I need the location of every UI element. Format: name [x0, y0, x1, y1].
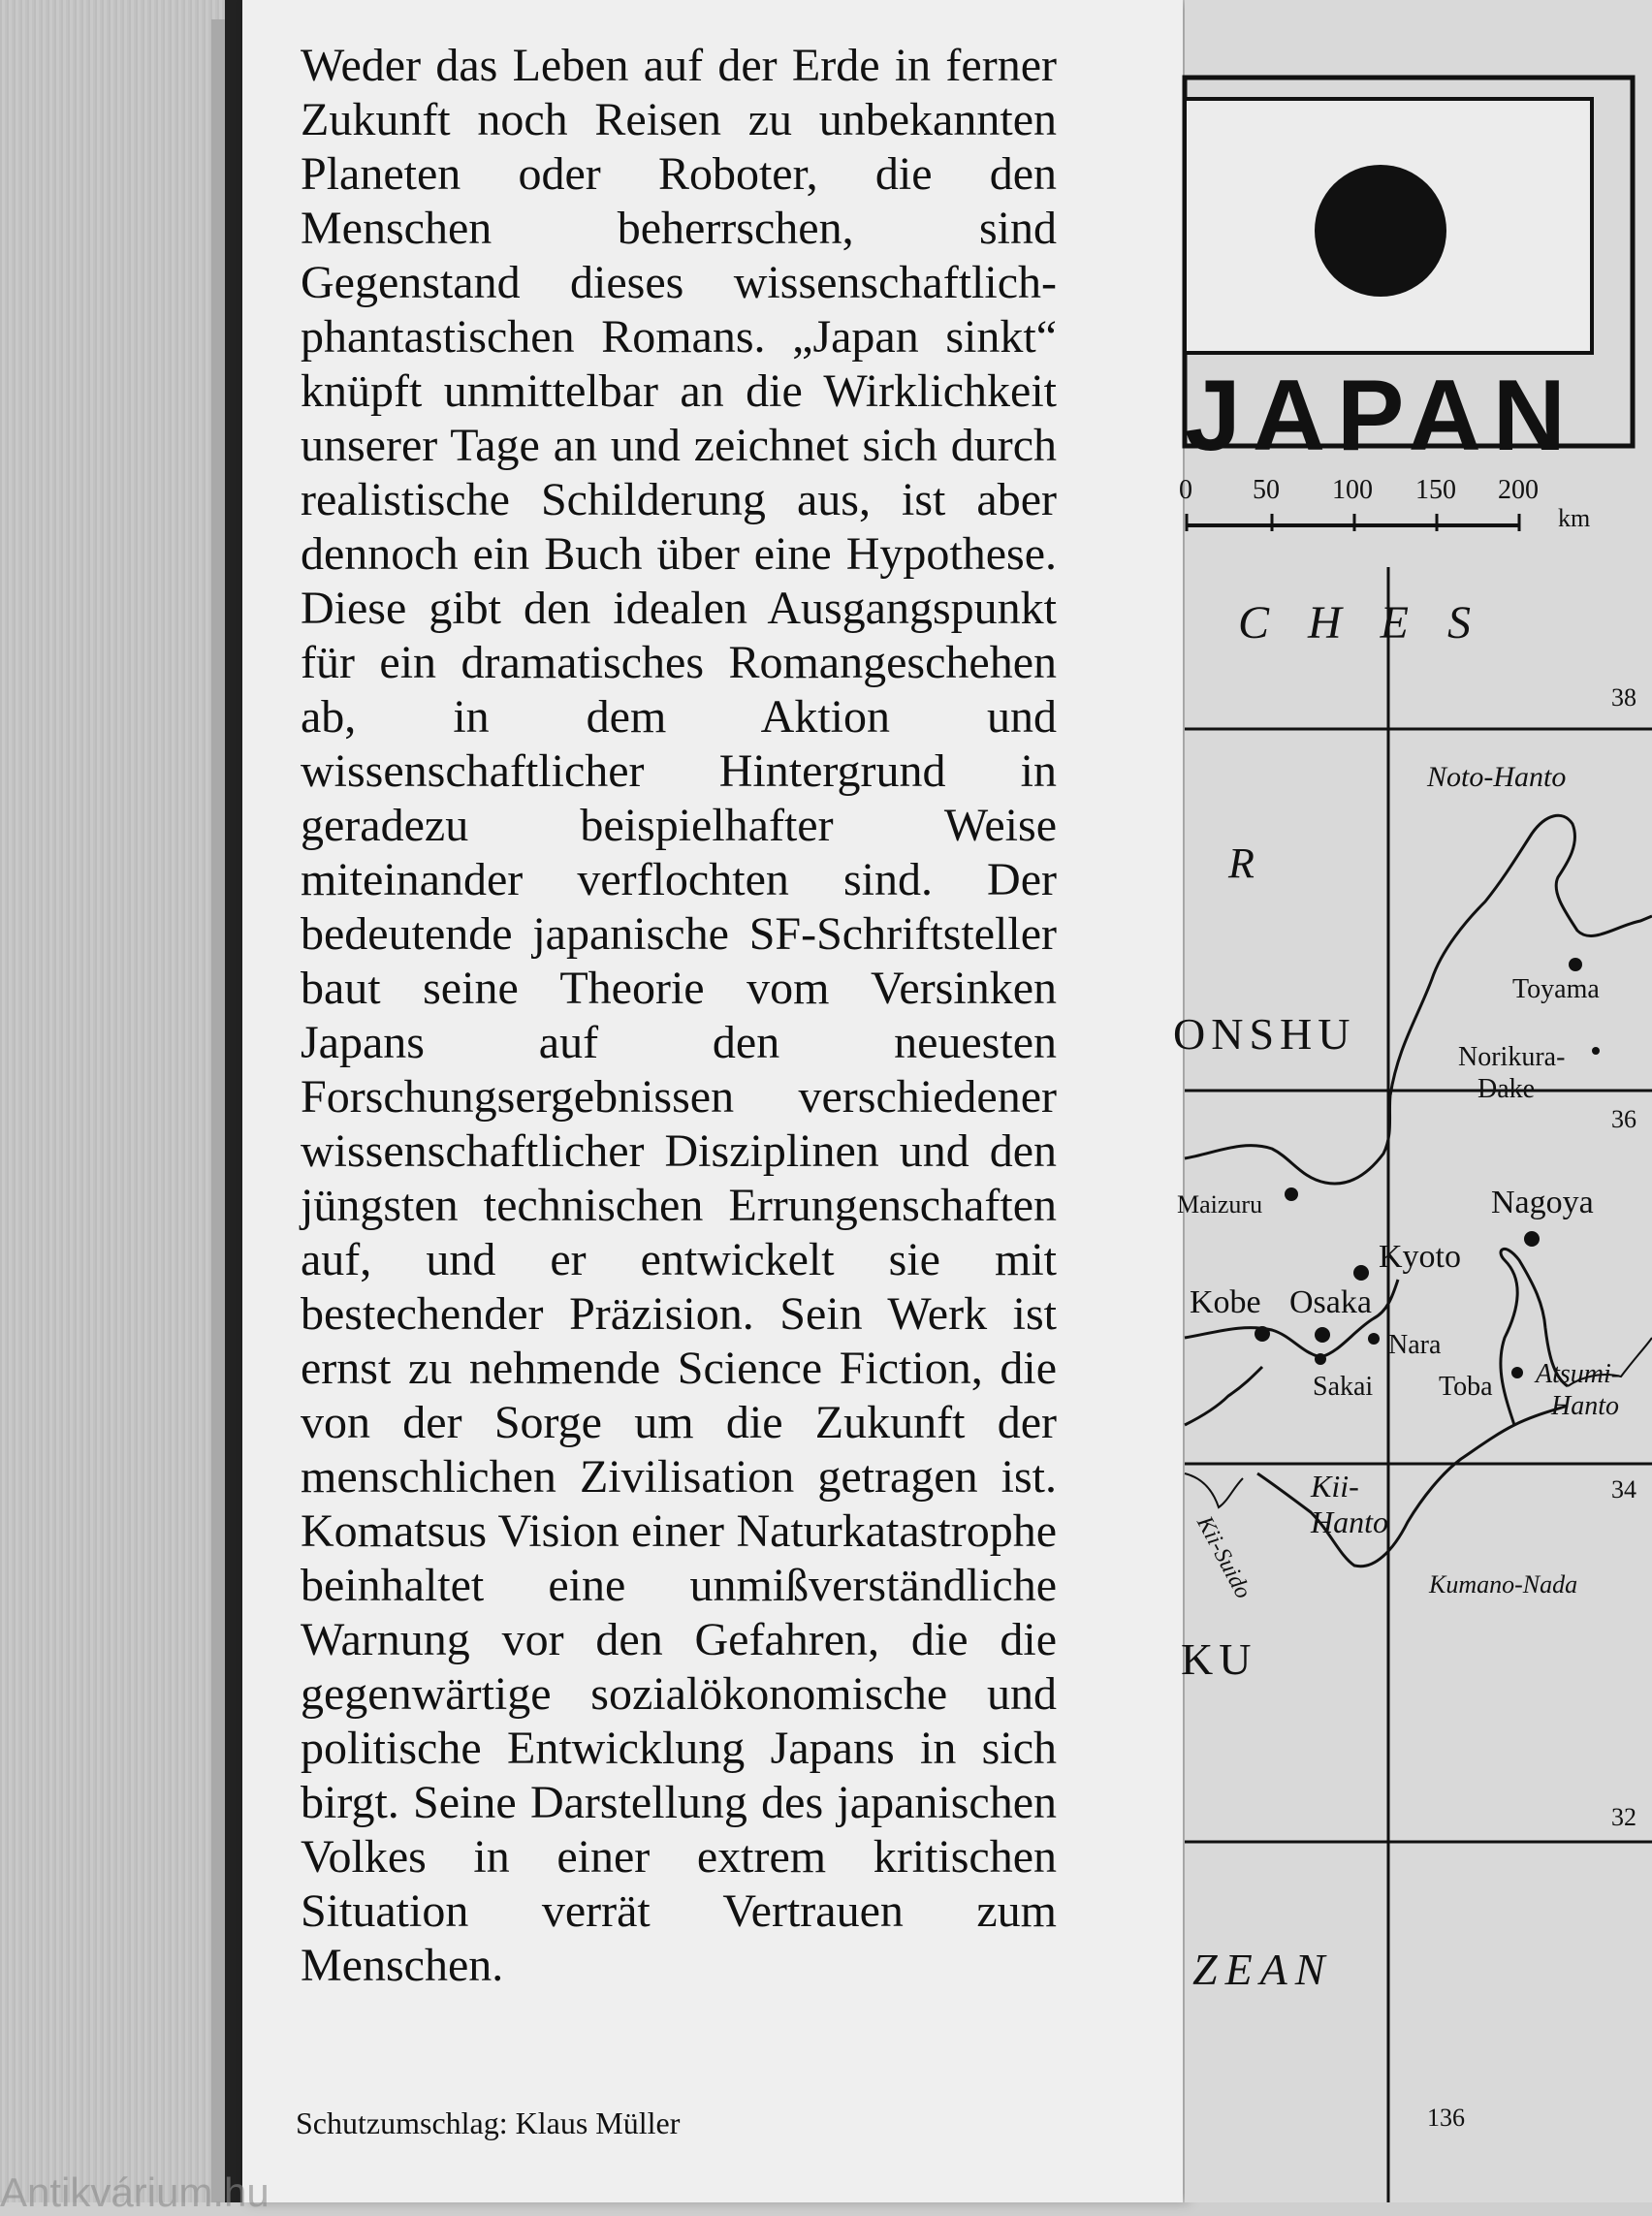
region-label-honshu: ONSHU [1173, 1009, 1356, 1059]
city-dot-kobe [1255, 1326, 1270, 1342]
city-dot-kyoto [1353, 1265, 1369, 1281]
place-toba: Toba [1439, 1372, 1493, 1402]
place-kii-suido: Kii-Suido [1191, 1512, 1256, 1603]
map-title: JAPAN [1185, 360, 1577, 472]
place-atsumi: Atsumi- [1536, 1359, 1621, 1389]
city-dot-sakai [1315, 1353, 1326, 1365]
place-atsumi-hanto: Hanto [1551, 1391, 1619, 1421]
scale-unit: km [1558, 504, 1591, 532]
place-noto-hanto: Noto-Hanto [1427, 761, 1567, 793]
place-osaka: Osaka [1289, 1284, 1372, 1320]
cover-credit: Schutzumschlag: Klaus Müller [296, 2105, 681, 2140]
latitude-34: 34 [1611, 1475, 1636, 1504]
city-dot-toyama [1569, 958, 1582, 971]
city-dot-toba [1511, 1367, 1523, 1378]
place-norikura: Norikura- [1458, 1042, 1566, 1072]
city-dot-nagoya [1524, 1231, 1540, 1247]
longitude-136: 136 [1427, 2104, 1465, 2132]
place-maizuru: Maizuru [1177, 1190, 1263, 1219]
scale-tick: 0 [1179, 475, 1192, 505]
place-dake: Dake [1477, 1074, 1536, 1104]
scale-tick: 200 [1498, 475, 1539, 505]
place-nara: Nara [1388, 1330, 1442, 1360]
sea-label-zean: ZEAN [1192, 1945, 1333, 1994]
sea-label-r: R [1228, 839, 1255, 887]
map-graphics [1185, 0, 1652, 2202]
city-dot-nara [1368, 1333, 1380, 1345]
city-dot-osaka [1315, 1327, 1330, 1343]
place-kobe: Kobe [1190, 1284, 1261, 1320]
city-dot-norikura [1592, 1047, 1600, 1055]
linen-background [0, 0, 242, 2202]
coastline-west [1185, 1095, 1390, 1184]
place-kii: Kii- [1311, 1469, 1359, 1504]
place-kumano-nada: Kumano-Nada [1429, 1570, 1578, 1599]
coastline-kii [1257, 1406, 1568, 1567]
place-nagoya: Nagoya [1491, 1185, 1594, 1220]
latitude-38: 38 [1611, 683, 1636, 712]
place-kyoto: Kyoto [1379, 1239, 1461, 1275]
book-spine [225, 0, 244, 2202]
scale-tick: 50 [1253, 475, 1280, 505]
flag-sun-disc [1315, 165, 1446, 297]
place-toyama: Toyama [1512, 974, 1600, 1004]
blurb-text: Weder das Leben auf der Erde in ferner Zukunft noch Reisen zu unbekannten Planeten oder Roboter, die den Menschen beherrschen, sind Gegenstand dieses wissenschaftlich-phantastischen Romans. „Japan sinkt“ knüpft unmittelbar an die Wirklichkeit unserer Tage an und zeichnet sich durch realistische Schilderung aus, ist aber dennoch ein Buch über eine Hypothese. Diese gibt den idealen Ausgangspunkt für ein dramatisches Romangeschehen ab, in dem Aktion und wissenschaftlicher Hintergrund in geradezu beispielhafter Weise miteinander verflochten sind. Der bedeutende japanische SF-Schriftsteller baut seine Theorie vom Versinken Japans auf den neuesten Forschungsergebnissen verschiedener wissenschaftlicher Disziplinen und den jüngsten technischen Errungenschaften auf, und er entwickelt sie mit bestechender Präzision. Sein Werk ist ernst zu nehmende Science Fiction, die von der Sorge um die Zukunft der menschlichen Zivilisation getragen ist. Komatsus Vision einer Naturkatastrophe beinhaltet eine unmißverständliche Warnung vor den Gefahren, die die gegenwärtige sozialökonomische und politische Entwicklung Japans in sich birgt. Seine Darstellung des japanischen Volkes in einer extrem kritischen Situation verrät Vertrauen zum Menschen. [301, 40, 1057, 1991]
latitude-36: 36 [1611, 1105, 1636, 1133]
scale-tick: 150 [1415, 475, 1456, 505]
scale-tick: 100 [1332, 475, 1373, 505]
city-dot-maizuru [1285, 1187, 1298, 1201]
watermark: Antikvárium.hu [0, 2169, 270, 2215]
latitude-32: 32 [1611, 1803, 1636, 1831]
japan-map [1173, 0, 1652, 2202]
place-sakai: Sakai [1313, 1372, 1374, 1402]
region-label-ku: KU [1181, 1634, 1257, 1684]
sea-label-ches: C H E S [1238, 597, 1484, 649]
place-kii-hanto: Hanto [1311, 1504, 1388, 1539]
